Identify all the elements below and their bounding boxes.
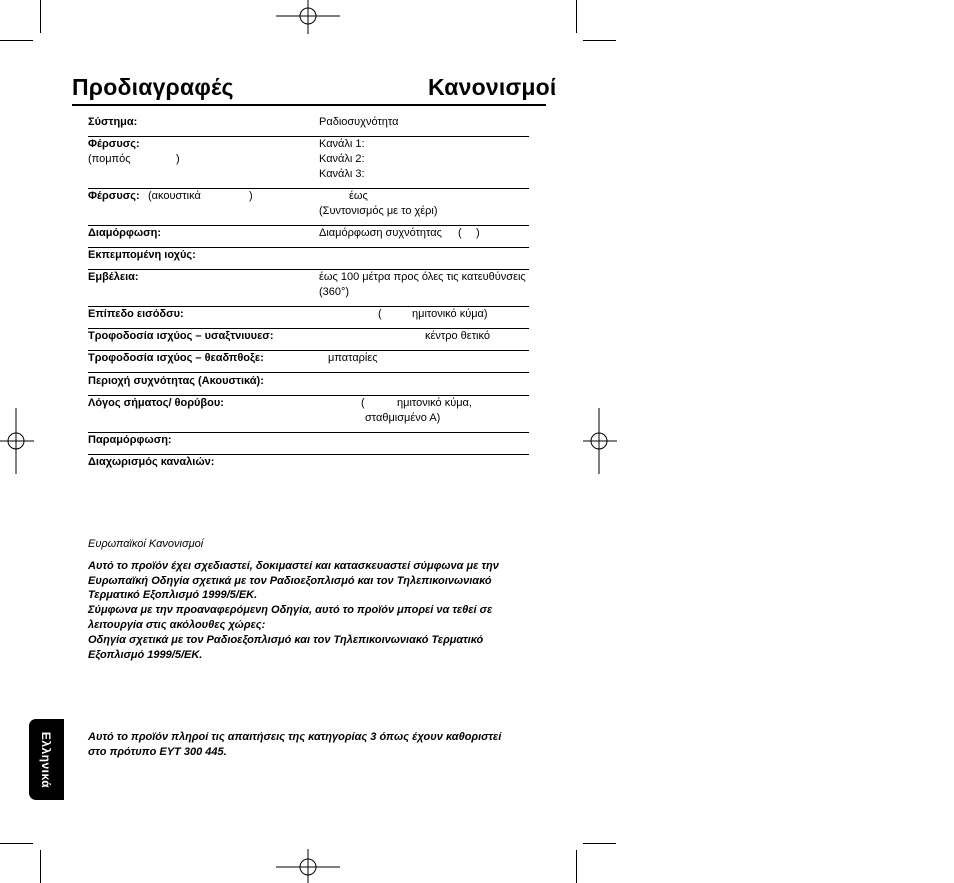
spec-row-power-transmitter xyxy=(88,329,529,351)
spec-row-distortion xyxy=(88,433,529,455)
spec-value: Διαμόρφωση συχνότητας xyxy=(319,227,442,239)
spec-value: Κανάλι 3: xyxy=(319,168,365,180)
spec-value: ( xyxy=(361,397,365,409)
spec-value: έως 100 μέτρα προς όλες τις κατευθύνσεις xyxy=(319,271,526,283)
spec-label-sub: (πομπός xyxy=(88,153,131,165)
crop-mark xyxy=(583,843,616,844)
regulation-line: Οδηγία σχετικά με τον Ραδιοεξοπλισμό και τον Τηλεπικοινωνιακό Τερματικό xyxy=(88,634,484,646)
spec-value: Κανάλι 1: xyxy=(319,138,365,150)
spec-label: Παραμόρφωση: xyxy=(88,434,172,446)
spec-label: Σύστημα: xyxy=(88,116,138,128)
spec-label: Εμβέλεια: xyxy=(88,271,139,283)
spec-label-sub: ) xyxy=(176,153,180,165)
spec-row-modulation xyxy=(88,226,529,248)
crop-mark xyxy=(576,0,577,33)
spec-value: έως xyxy=(349,190,368,202)
crop-mark xyxy=(576,850,577,883)
category-line: στο πρότυπο ΕΥΤ 300 445. xyxy=(88,746,227,758)
spec-row-range xyxy=(88,270,529,307)
crop-mark xyxy=(0,40,33,41)
spec-row-system xyxy=(88,115,529,137)
spec-row-power-headphones xyxy=(88,351,529,373)
regulations-heading: Ευρωπαϊκοί Κανονισμοί xyxy=(88,538,204,550)
spec-label-sub: ) xyxy=(249,190,253,202)
spec-label: Λόγος σήματος/ θορύβου: xyxy=(88,397,224,409)
registration-mark-icon xyxy=(276,0,340,34)
spec-label: Φέρσυσς: xyxy=(88,138,140,150)
spec-label: Εκπεμπομένη ιοχύς: xyxy=(88,249,196,261)
spec-label: Φέρσυσς: xyxy=(88,190,140,202)
spec-value: σταθμισμένο Α) xyxy=(365,412,441,424)
spec-row-emitted-sound xyxy=(88,248,529,270)
category-line: Αυτό το προϊόν πληροί τις απαιτήσεις της κατηγορίας 3 όπως έχουν καθοριστεί xyxy=(88,731,502,743)
regulation-line: Τερματικό Εξοπλισμό 1999/5/ΕΚ. xyxy=(88,589,258,601)
page-title: Προδιαγραφές xyxy=(72,74,234,100)
spec-value: ( xyxy=(378,308,382,320)
spec-value: Ραδιοσυχνότητα xyxy=(319,116,399,128)
spec-value: ) xyxy=(476,227,480,239)
regulation-line: Εξοπλισμό 1999/5/ΕΚ. xyxy=(88,649,203,661)
spec-label: Τροφοδοσία ισχύος – θεαδπθοξε: xyxy=(88,352,264,364)
title-divider xyxy=(72,104,546,106)
language-tab-label-wrap xyxy=(29,719,64,800)
spec-value: ημιτονικό κύμα, xyxy=(397,397,472,409)
registration-mark-icon xyxy=(583,408,617,474)
spec-label: Επίπεδο εισόδσυ: xyxy=(88,308,184,320)
spec-value: (Συντονισμός με το χέρι) xyxy=(319,205,438,217)
spec-value: (360°) xyxy=(319,286,350,298)
spec-row-carrier-headphones xyxy=(88,189,529,226)
registration-mark-icon xyxy=(276,849,340,883)
regulation-line: Αυτό το προϊόν έχει σχεδιαστεί, δοκιμαστεί και κατασκευαστεί σύμφωνα με την xyxy=(88,560,499,572)
section-title: Κανονισμοί xyxy=(428,74,557,100)
spec-row-snr xyxy=(88,396,529,433)
regulation-line: λειτουργία στις ακόλουθες χώρες: xyxy=(88,619,266,631)
crop-mark xyxy=(0,843,33,844)
spec-value: ημιτονικό κύμα) xyxy=(412,308,488,320)
spec-value: μπαταρίες xyxy=(328,352,378,364)
spec-value: ( xyxy=(458,227,462,239)
spec-label: Διαμόρφωση: xyxy=(88,227,162,239)
crop-mark xyxy=(40,0,41,33)
spec-label-sub: (ακουστικά xyxy=(148,190,201,202)
spec-row-frequency-range xyxy=(88,374,529,396)
regulation-line: Ευρωπαϊκή Οδηγία σχετικά με τον Ραδιοεξοπλισμό και τον Τηλεπικοινωνιακό xyxy=(88,575,492,587)
language-tab-label: Ελληνικά xyxy=(39,731,54,788)
spec-label: Περιοχή συχνότητας (Ακουστικά): xyxy=(88,375,264,387)
crop-mark xyxy=(40,850,41,883)
spec-row-carrier xyxy=(88,137,529,189)
spec-label: Τροφοδοσία ισχύος – υσαξτνιυυεσ: xyxy=(88,330,274,342)
spec-row-separation xyxy=(88,455,529,476)
crop-mark xyxy=(583,40,616,41)
registration-mark-icon xyxy=(0,408,34,474)
spec-value: κέντρο θετικό xyxy=(425,330,490,342)
spec-row-input-level xyxy=(88,307,529,329)
spec-label: Διαχωρισμός καναλιών: xyxy=(88,456,215,468)
regulation-line: Σύμφωνα με την προαναφερόμενη Οδηγία, αυτό το προϊόν μπορεί να τεθεί σε xyxy=(88,604,493,616)
spec-value: Κανάλι 2: xyxy=(319,153,365,165)
